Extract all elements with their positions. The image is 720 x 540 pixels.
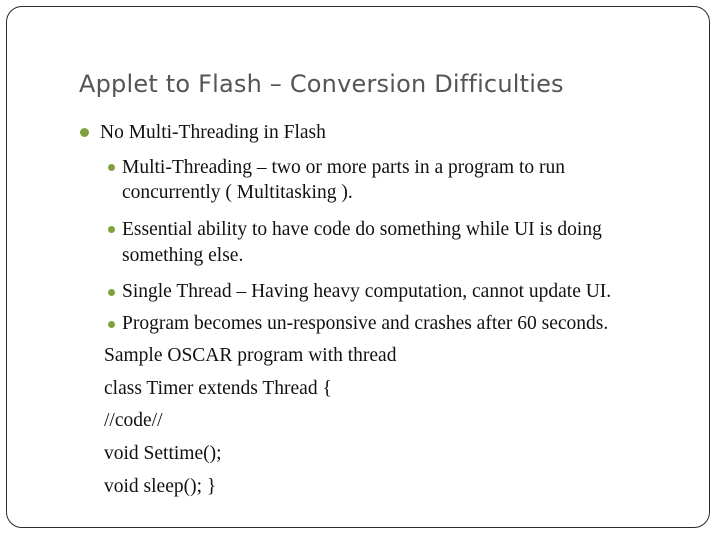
code-line: //code// xyxy=(104,410,163,431)
sub-bullet-multithreading-line1: Multi-Threading – two or more parts in a program to run xyxy=(122,157,565,178)
sub-bullet-program-crashes: Program becomes un-responsive and crashes after 60 seconds. xyxy=(122,313,609,334)
code-line: void Settime(); xyxy=(104,443,222,464)
sub-bullet-essential-line1: Essential ability to have code do something while UI is doing xyxy=(122,219,602,240)
code-line: void sleep(); } xyxy=(104,476,217,497)
sub-bullet-dot xyxy=(108,321,115,328)
slide-title: Applet to Flash – Conversion Difficulties xyxy=(79,70,564,98)
sub-bullet-dot xyxy=(108,289,115,296)
bullet-dot xyxy=(80,128,89,137)
sub-bullet-essential-line2: something else. xyxy=(122,245,244,266)
sub-bullet-dot xyxy=(108,164,115,171)
sub-bullet-dot xyxy=(108,226,115,233)
sub-bullet-multithreading-line2: concurrently ( Multitasking ). xyxy=(122,182,353,203)
bullet-no-multithreading: No Multi-Threading in Flash xyxy=(100,122,326,143)
code-line: class Timer extends Thread { xyxy=(104,378,332,399)
sub-bullet-single-thread: Single Thread – Having heavy computation, cannot update UI. xyxy=(122,281,612,302)
code-line: Sample OSCAR program with thread xyxy=(104,345,397,366)
